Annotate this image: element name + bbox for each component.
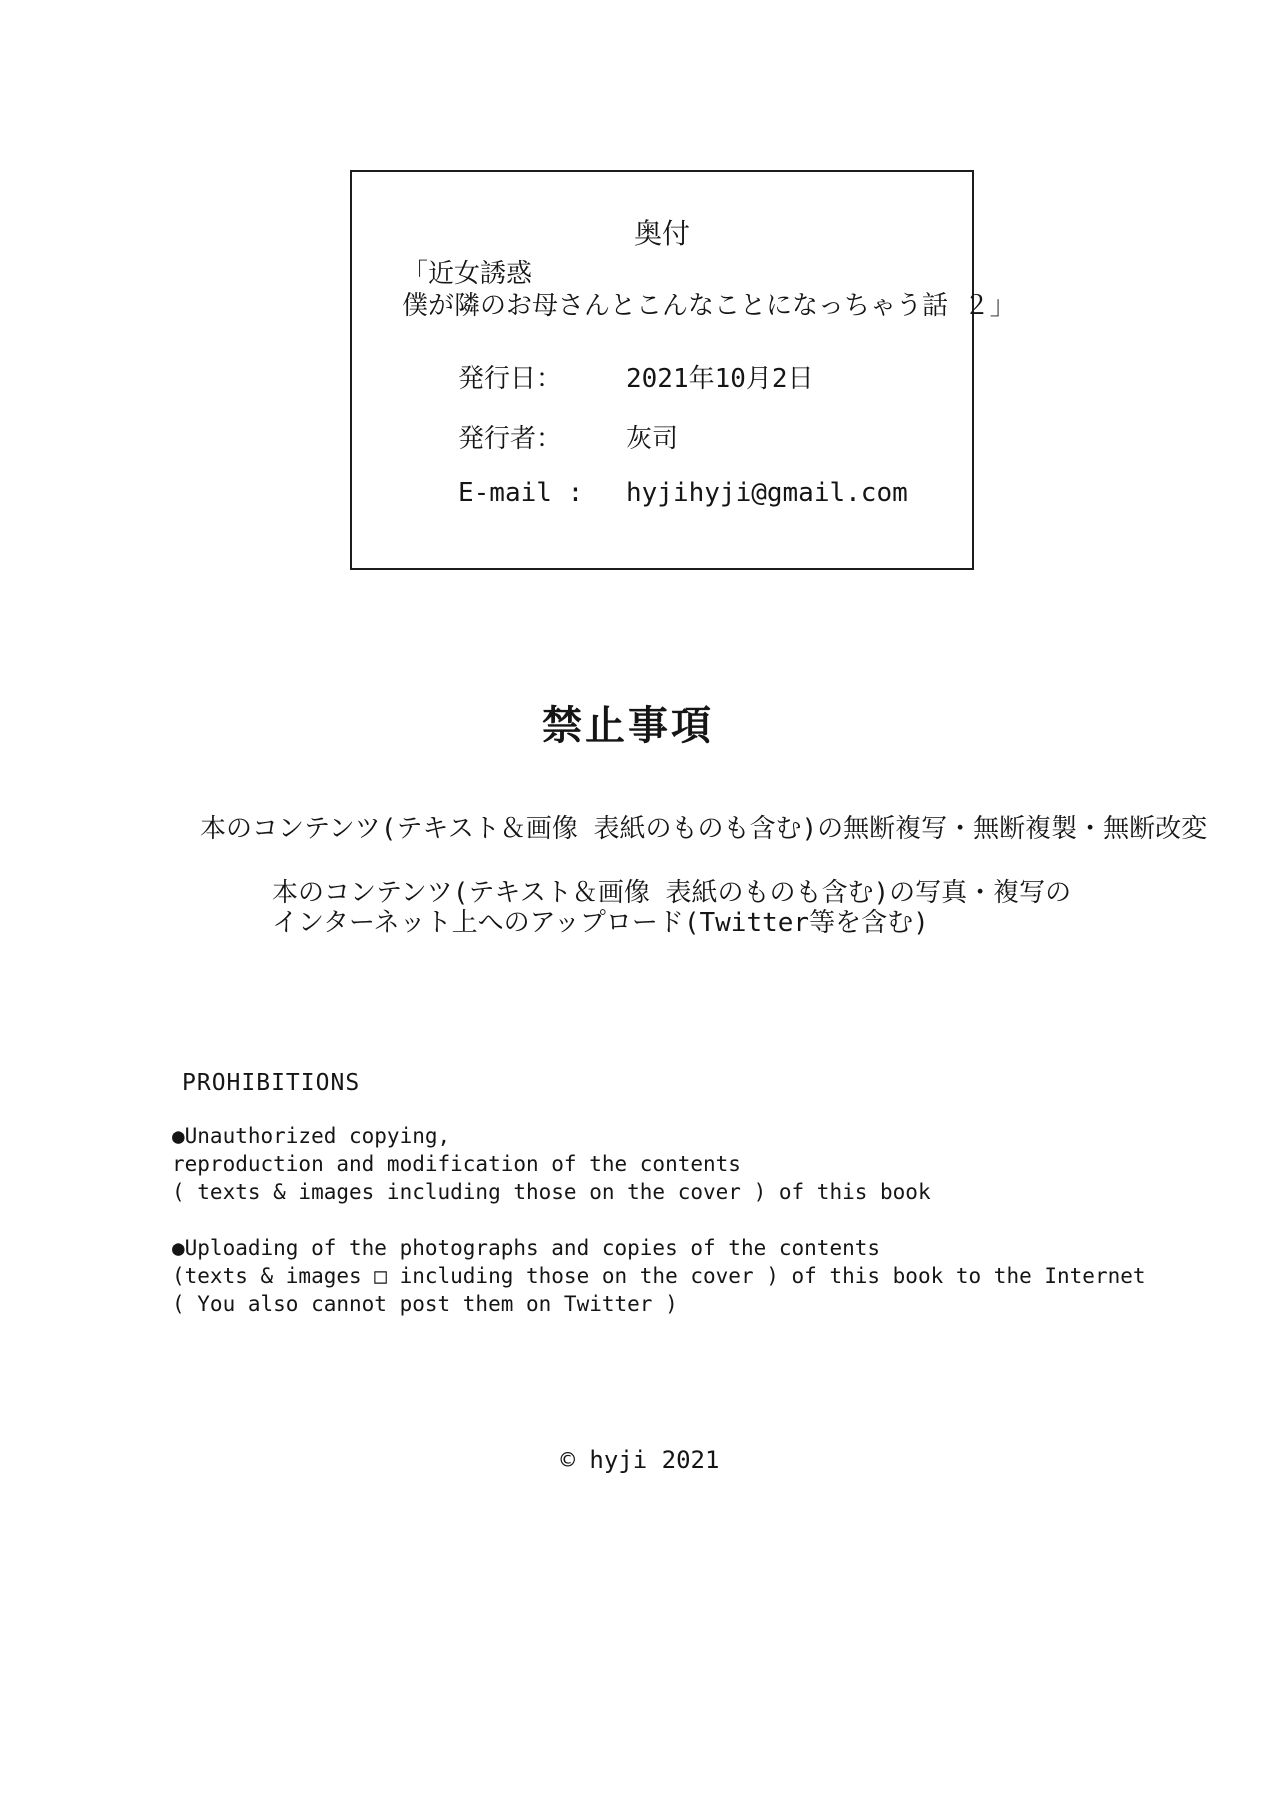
prohibition-item-1-line-3: ( texts & images including those on the cover ) of this book xyxy=(172,1180,931,1204)
prohibition-item-1-line-2: reproduction and modification of the contents xyxy=(172,1152,741,1176)
prohibition-rule-2-ja-line-2: インターネット上へのアップロード(Twitter等を含む) xyxy=(272,908,929,938)
colophon-fields xyxy=(458,358,908,538)
prohibition-rule-1-ja: 本のコンテンツ(テキスト＆画像 表紙のものも含む)の無断複写・無断複製・無断改変 xyxy=(200,814,1208,844)
book-title xyxy=(402,258,1016,322)
publisher-label: 発行者： xyxy=(458,424,563,454)
prohibition-item-2-line-3: ( You also cannot post them on Twitter ) xyxy=(172,1292,678,1316)
field-row-email xyxy=(458,478,908,506)
field-row-publish-date xyxy=(458,358,908,394)
email-label: E-mail : xyxy=(458,478,584,508)
publish-date-label: 発行日： xyxy=(458,364,563,394)
colophon-heading: 奥付 xyxy=(633,217,690,250)
prohibition-item-1-line-1: ●Unauthorized copying, xyxy=(172,1124,451,1148)
email-value: hyjihyji@gmail.com xyxy=(626,478,908,508)
book-title-line-2: 僕が隣のお母さんとこんなことになっちゃう話 ２」 xyxy=(402,291,1016,321)
prohibitions-heading-ja: 禁止事項 xyxy=(542,703,714,749)
prohibition-item-2-line-2: (texts & images □ including those on the cover ) of this book to the Internet xyxy=(172,1264,1146,1288)
prohibitions-heading-en: PROHIBITIONS xyxy=(182,1070,361,1096)
colophon-box xyxy=(350,170,1016,570)
field-row-publisher xyxy=(458,418,908,454)
prohibition-item-2-en xyxy=(172,1234,1146,1318)
publisher-value: 灰司 xyxy=(626,424,679,454)
copyright-notice: © hyji 2021 xyxy=(560,1446,720,1474)
prohibition-rule-2-ja xyxy=(272,878,1071,938)
book-title-line-1: 「近女誘惑 xyxy=(402,259,533,289)
publish-date-value: 2021年10月2日 xyxy=(626,364,814,394)
prohibition-item-2-line-1: ●Uploading of the photographs and copies of the contents xyxy=(172,1236,881,1260)
prohibition-rule-2-ja-line-1: 本のコンテンツ(テキスト＆画像 表紙のものも含む)の写真・複写の xyxy=(272,878,1072,908)
prohibition-item-1-en xyxy=(172,1122,931,1206)
